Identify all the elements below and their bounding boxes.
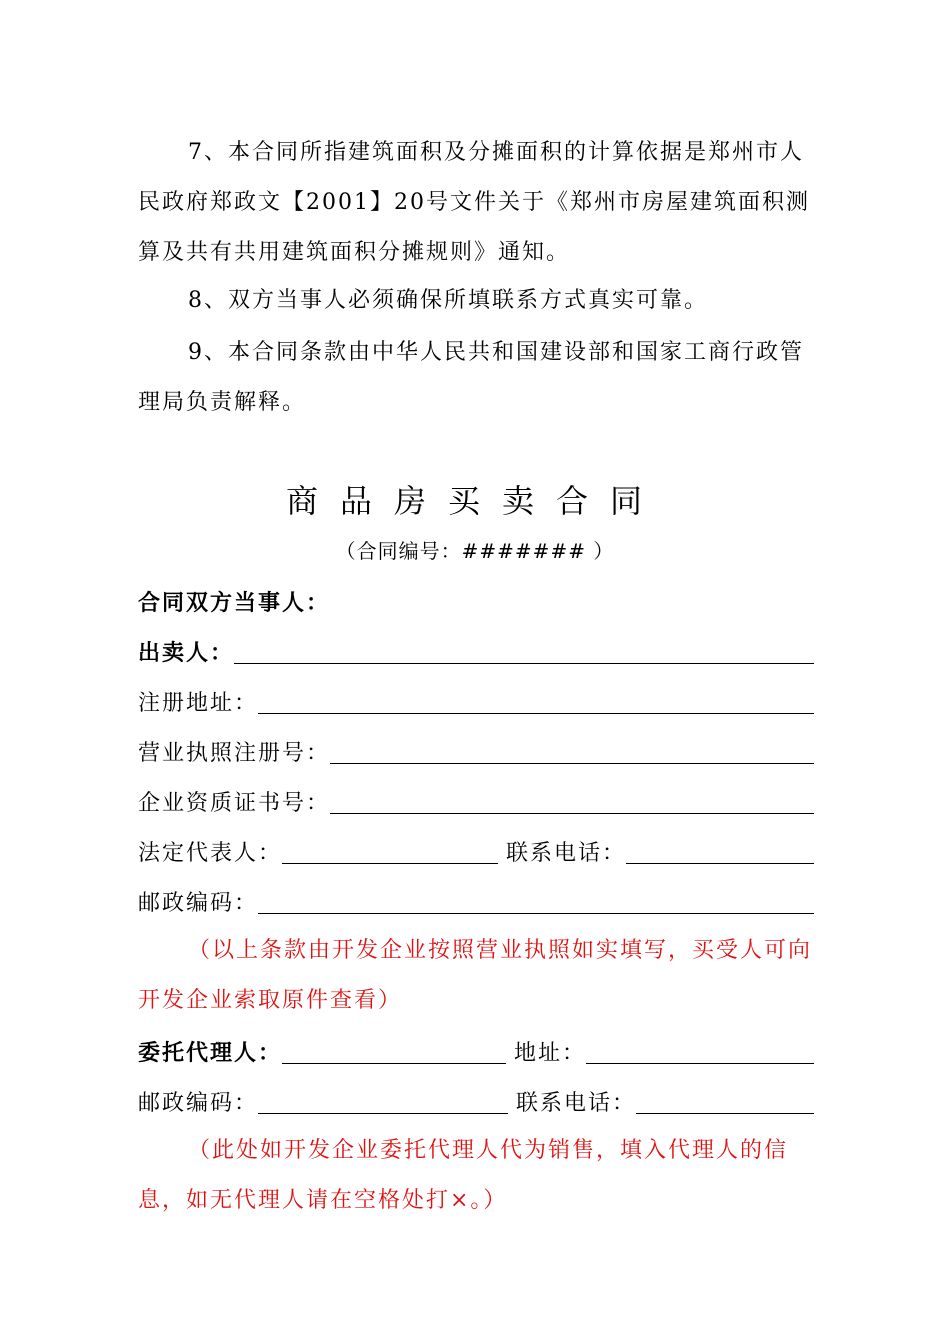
seller-label: 出卖人： xyxy=(138,640,235,666)
postcode-field[interactable] xyxy=(258,912,814,914)
agent-row xyxy=(138,1026,814,1076)
parties-heading-row xyxy=(138,576,814,626)
phone-field[interactable] xyxy=(626,862,814,864)
clause-8: 8、双方当事人必须确保所填联系方式真实可靠。 xyxy=(188,288,708,313)
agent-field[interactable] xyxy=(282,1062,506,1064)
license-no-field[interactable] xyxy=(330,762,814,764)
reg-address-field[interactable] xyxy=(258,712,814,714)
phone-label: 联系电话： xyxy=(506,841,627,866)
clause-7: 7、本合同所指建筑面积及分摊面积的计算依据是郑州市人民政府郑政文【2001】20号文件关于《郑州市房屋建筑面积测算及共有共用建筑面积分摊规则》通知。 xyxy=(138,140,810,265)
legal-rep-field[interactable] xyxy=(282,862,498,864)
parties-heading: 合同双方当事人： xyxy=(138,590,331,616)
qualification-no-field[interactable] xyxy=(330,812,814,814)
agent-address-field[interactable] xyxy=(586,1062,814,1064)
postcode-row xyxy=(138,876,814,926)
agent-phone-field[interactable] xyxy=(636,1112,814,1114)
license-no-row xyxy=(138,726,814,776)
legal-rep-row xyxy=(138,826,814,876)
agent-postcode-field[interactable] xyxy=(258,1112,508,1114)
clause-9: 9、本合同条款由中华人民共和国建设部和国家工商行政管理局负责解释。 xyxy=(138,340,804,415)
postcode-label: 邮政编码： xyxy=(138,891,259,916)
legal-rep-label: 法定代表人： xyxy=(138,841,283,866)
agent-phone-label: 联系电话： xyxy=(516,1091,637,1116)
contract-number: （合同编号：####### ） xyxy=(335,539,615,563)
qualification-no-row xyxy=(138,776,814,826)
agent-label: 委托代理人： xyxy=(138,1040,283,1066)
qualification-no-label: 企业资质证书号： xyxy=(138,791,331,816)
reg-address-row xyxy=(138,676,814,726)
agent-note: （此处如开发企业委托代理人代为销售，填入代理人的信息，如无代理人请在空格处打×。） xyxy=(138,1138,789,1213)
license-no-label: 营业执照注册号： xyxy=(138,741,331,766)
seller-row xyxy=(138,626,814,676)
agent-address-label: 地址： xyxy=(514,1041,587,1066)
agent-postcode-label: 邮政编码： xyxy=(138,1091,259,1116)
seller-note: （以上条款由开发企业按照营业执照如实填写，买受人可向开发企业索取原件查看） xyxy=(138,938,813,1013)
seller-field[interactable] xyxy=(234,662,814,664)
agent-postcode-row xyxy=(138,1076,814,1126)
contract-title: 商品房买卖合同 xyxy=(285,482,664,520)
reg-address-label: 注册地址： xyxy=(138,691,259,716)
